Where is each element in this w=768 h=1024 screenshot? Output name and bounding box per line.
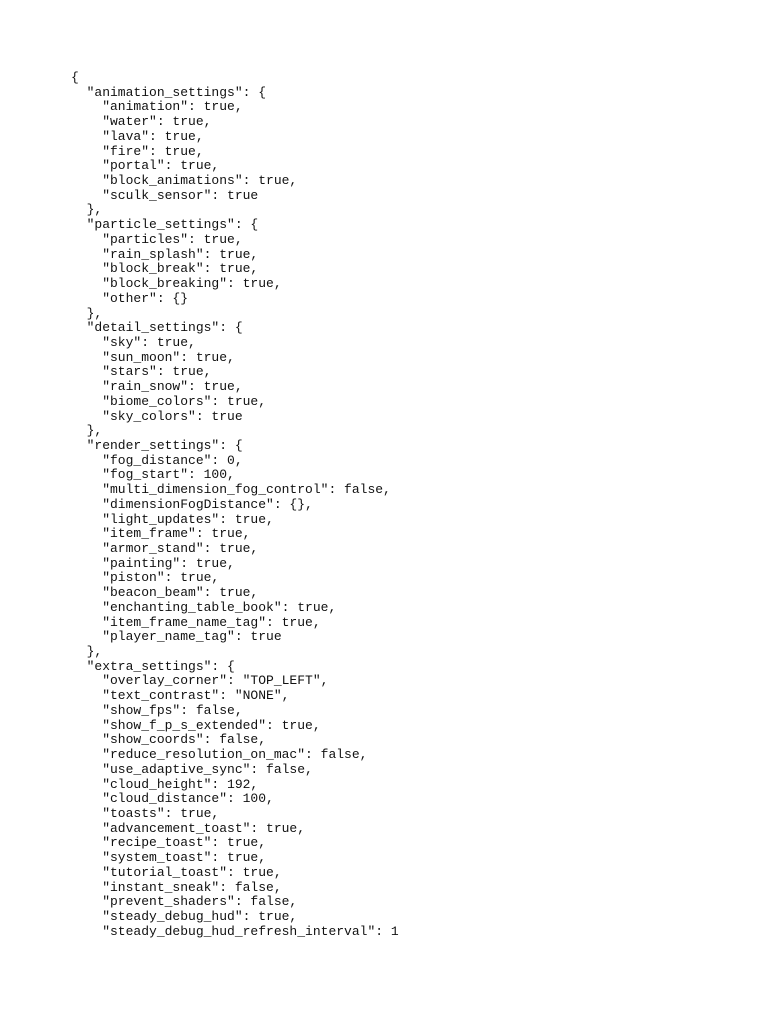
code-line: "lava": true, xyxy=(71,128,204,144)
code-line: "show_fps": false, xyxy=(71,702,243,718)
code-line: "render_settings": { xyxy=(71,437,243,453)
code-line: "particle_settings": { xyxy=(71,217,259,233)
code-line: "block_breaking": true, xyxy=(71,276,282,292)
code-line: "sun_moon": true, xyxy=(71,349,235,365)
code-line: "sky_colors": true xyxy=(71,408,243,424)
code-line: "water": true, xyxy=(71,114,212,130)
code-line: "advancement_toast": true, xyxy=(71,820,306,836)
code-line: "portal": true, xyxy=(71,158,220,174)
code-line: "player_name_tag": true xyxy=(71,629,282,645)
code-line: "fire": true, xyxy=(71,143,204,159)
code-line: "painting": true, xyxy=(71,555,235,571)
code-line: }, xyxy=(71,202,103,218)
code-line: "beacon_beam": true, xyxy=(71,585,259,601)
code-line: "instant_sneak": false, xyxy=(71,879,282,895)
code-line: "block_break": true, xyxy=(71,261,259,277)
code-line: "stars": true, xyxy=(71,364,212,380)
code-line: "item_frame": true, xyxy=(71,526,251,542)
code-line: "animation_settings": { xyxy=(71,84,267,100)
code-line: "steady_debug_hud_refresh_interval": 1 xyxy=(71,923,399,939)
code-line: "toasts": true, xyxy=(71,805,220,821)
code-line: "rain_splash": true, xyxy=(71,246,259,262)
code-line: "item_frame_name_tag": true, xyxy=(71,614,321,630)
code-line: "fog_start": 100, xyxy=(71,467,235,483)
code-line: "reduce_resolution_on_mac": false, xyxy=(71,747,368,763)
code-line: "enchanting_table_book": true, xyxy=(71,599,337,615)
code-line: "multi_dimension_fog_control": false, xyxy=(71,482,391,498)
code-line: "biome_colors": true, xyxy=(71,393,267,409)
code-line: "recipe_toast": true, xyxy=(71,835,267,851)
code-line: "detail_settings": { xyxy=(71,320,243,336)
code-line: "extra_settings": { xyxy=(71,658,235,674)
code-line: "show_f_p_s_extended": true, xyxy=(71,717,321,733)
code-line: }, xyxy=(71,305,103,321)
code-line: "tutorial_toast": true, xyxy=(71,864,282,880)
code-line: "sky": true, xyxy=(71,334,196,350)
code-line: "piston": true, xyxy=(71,570,220,586)
code-line: "particles": true, xyxy=(71,231,243,247)
json-document xyxy=(71,71,399,939)
code-line: "use_adaptive_sync": false, xyxy=(71,761,313,777)
code-line: "dimensionFogDistance": {}, xyxy=(71,496,313,512)
code-line: "sculk_sensor": true xyxy=(71,187,259,203)
code-line: "cloud_height": 192, xyxy=(71,776,259,792)
code-line: }, xyxy=(71,644,103,660)
code-line: }, xyxy=(71,423,103,439)
code-line: "other": {} xyxy=(71,290,189,306)
code-line: "prevent_shaders": false, xyxy=(71,894,298,910)
code-line: "light_updates": true, xyxy=(71,511,274,527)
code-line: "cloud_distance": 100, xyxy=(71,791,274,807)
code-line: "fog_distance": 0, xyxy=(71,452,243,468)
code-line: "block_animations": true, xyxy=(71,173,298,189)
code-line: "text_contrast": "NONE", xyxy=(71,688,290,704)
code-line: "overlay_corner": "TOP_LEFT", xyxy=(71,673,329,689)
code-line: { xyxy=(71,70,79,85)
code-line: "animation": true, xyxy=(71,99,243,115)
code-line: "system_toast": true, xyxy=(71,850,267,866)
code-line: "rain_snow": true, xyxy=(71,379,243,395)
code-line: "steady_debug_hud": true, xyxy=(71,908,298,924)
code-line: "armor_stand": true, xyxy=(71,541,259,556)
code-line: "show_coords": false, xyxy=(71,732,267,748)
